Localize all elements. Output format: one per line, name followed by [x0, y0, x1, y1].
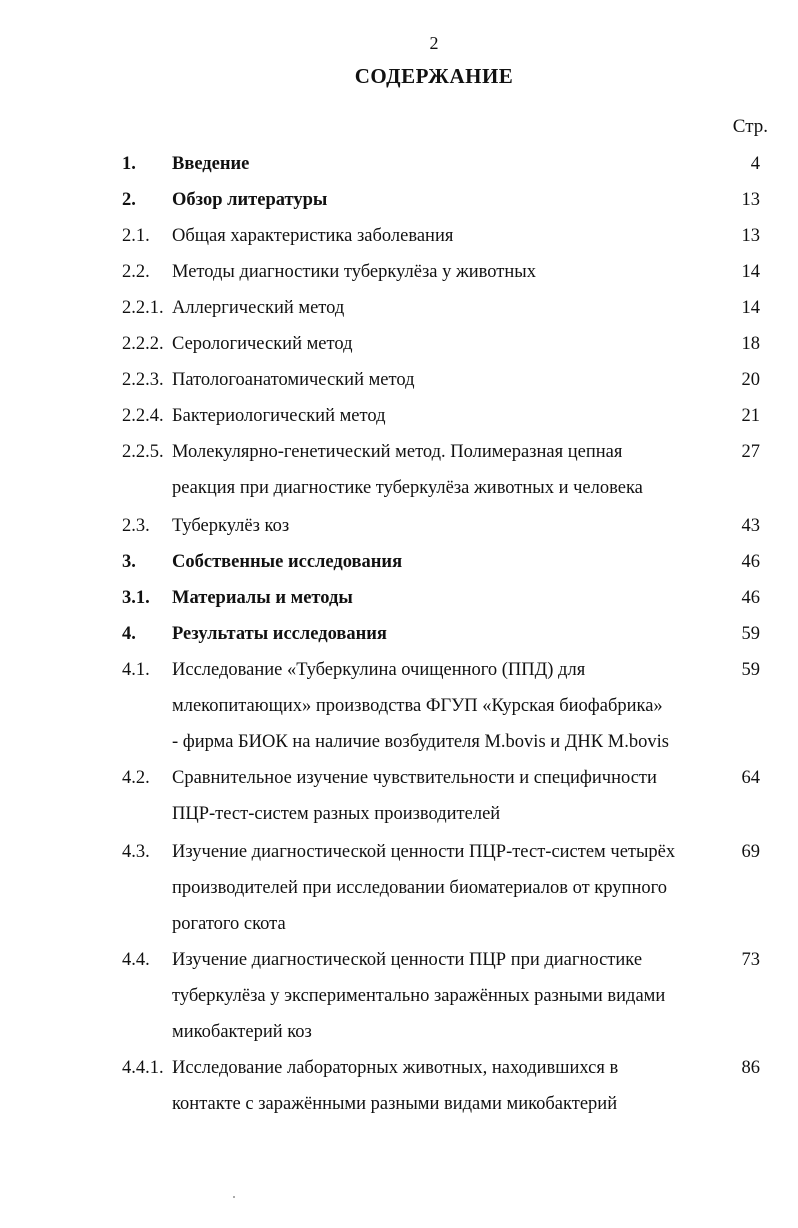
toc-entry-title-line: ПЦР-тест-систем разных производителей — [172, 804, 501, 824]
toc-entry-title-line: Введение — [172, 154, 250, 174]
toc-entry-title-line: Общая характеристика заболевания — [172, 226, 454, 246]
toc-entry-page: 18 — [741, 334, 760, 354]
toc-entry-title-line: Исследование лабораторных животных, находившихся в — [172, 1058, 619, 1078]
scan-speck — [233, 1196, 235, 1198]
toc-entry-number: 4.1. — [122, 660, 150, 680]
toc-entry-title-line: Обзор литературы — [172, 190, 328, 210]
toc-entry-title-line: рогатого скота — [172, 914, 286, 934]
toc-entry-title-line: Изучение диагностической ценности ПЦР-тест-систем четырёх — [172, 842, 676, 862]
toc-entry-page: 13 — [741, 190, 760, 210]
toc-entry-number: 4.4.1. — [122, 1058, 164, 1078]
toc-entry-number: 2.1. — [122, 226, 150, 246]
page-number: 2 — [429, 33, 439, 53]
toc-entry-title-line: Патологоанатомический метод — [172, 370, 415, 390]
page-column-label: Стр. — [732, 116, 768, 137]
toc-entry-title-line: Серологический метод — [172, 334, 353, 354]
toc-entry-title-line: контакте с заражёнными разными видами микобактерий — [172, 1094, 618, 1114]
page-title: СОДЕРЖАНИЕ — [354, 64, 514, 88]
toc-entry-title-line: Материалы и методы — [172, 588, 353, 608]
toc-entry-number: 2.2.5. — [122, 442, 164, 462]
toc-entry-page: 69 — [741, 842, 760, 862]
toc-entry-number: 4.2. — [122, 768, 150, 788]
toc-entry-number: 3. — [122, 552, 136, 572]
toc-entry-page: 86 — [741, 1058, 760, 1078]
toc-entry-number: 2.2.4. — [122, 406, 164, 426]
toc-entry-title-line: Аллергический метод — [172, 298, 345, 318]
toc-entry-page: 21 — [741, 406, 760, 426]
toc-entry-title-line: Исследование «Туберкулина очищенного (ППД) для — [172, 660, 586, 680]
toc-entry-page: 4 — [750, 154, 760, 174]
toc-entry-number: 2.2.1. — [122, 298, 164, 318]
toc-entry-title-line: Молекулярно-генетический метод. Полимеразная цепная — [172, 442, 623, 462]
toc-entry-number: 2.2.3. — [122, 370, 164, 390]
toc-entry-page: 27 — [741, 442, 760, 462]
toc-entry-title-line: производителей при исследовании биоматериалов от крупного — [172, 878, 667, 898]
toc-entry-title-line: Методы диагностики туберкулёза у животных — [172, 262, 536, 282]
toc-entry-title-line: реакция при диагностике туберкулёза животных и человека — [172, 478, 643, 498]
toc-entry-number: 2.2. — [122, 262, 150, 282]
toc-entry-number: 2.2.2. — [122, 334, 164, 354]
toc-entry-page: 46 — [741, 552, 760, 572]
toc-entry-page: 64 — [741, 768, 760, 788]
toc-entry-number: 4. — [122, 624, 136, 644]
toc-entry-title-line: Результаты исследования — [172, 624, 387, 644]
toc-entry-number: 2. — [122, 190, 136, 210]
toc-entry-title-line: туберкулёза у экспериментально заражённых разными видами — [172, 986, 666, 1006]
toc-entry-title-line: - фирма БИОК на наличие возбудителя M.bovis и ДНК M.bovis — [172, 732, 669, 752]
toc-entry-title-line: Туберкулёз коз — [172, 516, 290, 536]
toc-entry-title-line: Изучение диагностической ценности ПЦР при диагностике — [172, 950, 643, 970]
toc-entry-page: 59 — [741, 660, 760, 680]
toc-entry-number: 4.4. — [122, 950, 150, 970]
toc-entry-title-line: Собственные исследования — [172, 552, 403, 572]
toc-entry-title-line: млекопитающих» производства ФГУП «Курская биофабрика» — [172, 696, 663, 716]
toc-entry-number: 4.3. — [122, 842, 150, 862]
toc-entry-page: 14 — [741, 262, 760, 282]
toc-entry-number: 2.3. — [122, 516, 150, 536]
toc-entry-page: 59 — [741, 624, 760, 644]
toc-entry-title-line: Бактериологический метод — [172, 406, 386, 426]
toc-entry-page: 14 — [741, 298, 760, 318]
toc-entry-page: 43 — [741, 516, 760, 536]
toc-entry-title-line: Сравнительное изучение чувствительности и специфичности — [172, 768, 657, 788]
toc-entry-number: 1. — [122, 154, 136, 174]
toc-entry-page: 46 — [741, 588, 760, 608]
toc-entry-page: 13 — [741, 226, 760, 246]
toc-entry-number: 3.1. — [122, 588, 150, 608]
toc-entry-page: 20 — [741, 370, 760, 390]
toc-entry-page: 73 — [741, 950, 760, 970]
toc-entry-title-line: микобактерий коз — [172, 1022, 312, 1042]
